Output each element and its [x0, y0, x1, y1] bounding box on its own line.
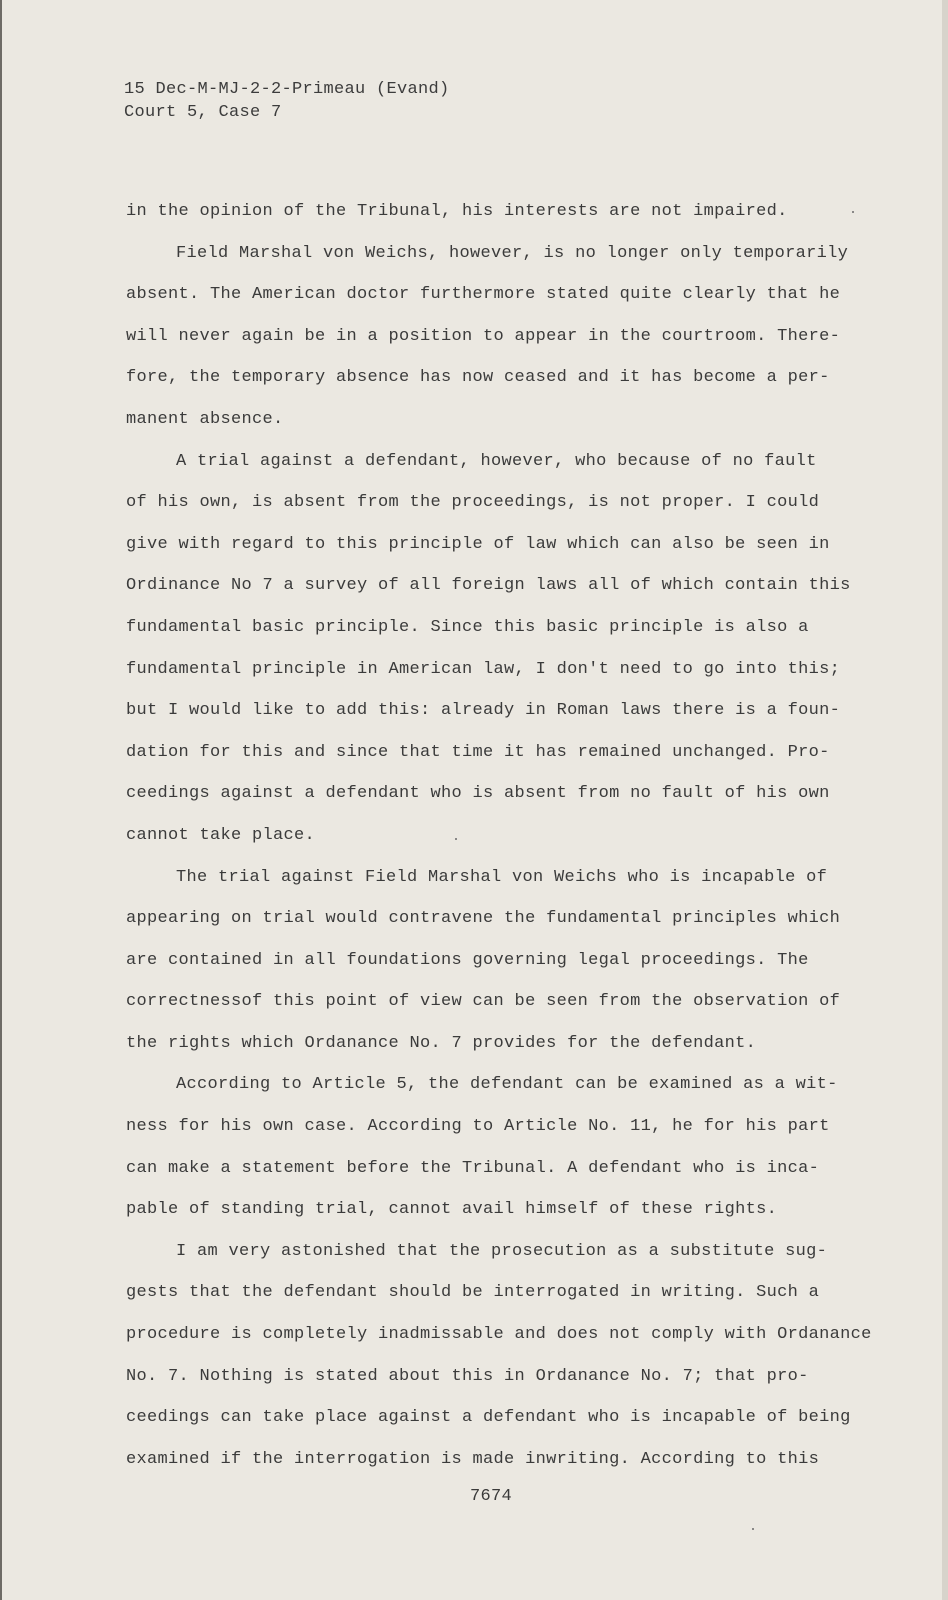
text-line: I am very astonished that the prosecution as a substitute sug-: [176, 1241, 828, 1261]
text-line: correctnessof this point of view can be seen from the observation of: [126, 992, 841, 1012]
text-line: ness for his own case. According to Article No. 11, he for his part: [126, 1117, 830, 1137]
text-line: ceedings against a defendant who is absent from no fault of his own: [126, 784, 830, 804]
text-line: fundamental principle in American law, I don't need to go into this;: [126, 659, 841, 679]
text-line: fundamental basic principle. Since this basic principle is also a: [126, 617, 809, 637]
text-line: can make a statement before the Tribunal. A defendant who is inca-: [126, 1158, 820, 1178]
text-line: Ordinance No 7 a survey of all foreign laws all of which contain this: [126, 576, 851, 596]
text-line: ceedings can take place against a defendant who is incapable of being: [126, 1408, 851, 1428]
text-line: The trial against Field Marshal von Weichs who is incapable of: [176, 867, 828, 887]
text-line: manent absence.: [126, 409, 284, 429]
text-line: pable of standing trial, cannot avail himself of these rights.: [126, 1200, 778, 1220]
text-line: procedure is completely inadmissable and does not comply with Ordanance: [126, 1325, 872, 1345]
text-line: absent. The American doctor furthermore stated quite clearly that he: [126, 285, 841, 305]
text-line: in the opinion of the Tribunal, his interests are not impaired.: [126, 202, 788, 221]
text-line: A trial against a defendant, however, who because of no fault: [176, 451, 817, 471]
paper-speck: [752, 1528, 754, 1530]
text-line: dation for this and since that time it has remained unchanged. Pro-: [126, 742, 830, 762]
document-header: [124, 78, 450, 124]
text-line: of his own, is absent from the proceedings, is not proper. I could: [126, 493, 820, 513]
text-line: Field Marshal von Weichs, however, is no longer only temporarily: [176, 243, 849, 263]
page-right-edge: [942, 0, 948, 1600]
page-left-edge: [0, 0, 2, 1600]
text-line: appearing on trial would contravene the fundamental principles which: [126, 909, 841, 929]
paper-speck: [852, 211, 854, 213]
text-line: are contained in all foundations governing legal proceedings. The: [126, 950, 809, 970]
text-line: According to Article 5, the defendant can be examined as a wit-: [176, 1075, 838, 1095]
paper-speck: [455, 838, 457, 840]
text-line: cannot take place.: [126, 825, 316, 845]
text-line: fore, the temporary absence has now ceased and it has become a per-: [126, 368, 830, 388]
text-line: but I would like to add this: already in Roman laws there is a foun-: [126, 701, 841, 721]
document-body: [126, 200, 872, 1489]
text-line: gests that the defendant should be interrogated in writing. Such a: [126, 1283, 820, 1303]
text-line: examined if the interrogation is made inwriting. According to this: [126, 1449, 820, 1469]
header-line-1: 15 Dec-M-MJ-2-2-Primeau (Evand): [124, 80, 450, 99]
text-line: give with regard to this principle of law which can also be seen in: [126, 534, 830, 554]
text-line: No. 7. Nothing is stated about this in Ordanance No. 7; that pro-: [126, 1366, 809, 1386]
text-line: will never again be in a position to appear in the courtroom. There-: [126, 326, 841, 346]
header-line-2: Court 5, Case 7: [124, 103, 282, 122]
page-number: 7674: [470, 1487, 513, 1506]
text-line: the rights which Ordanance No. 7 provides for the defendant.: [126, 1033, 757, 1053]
